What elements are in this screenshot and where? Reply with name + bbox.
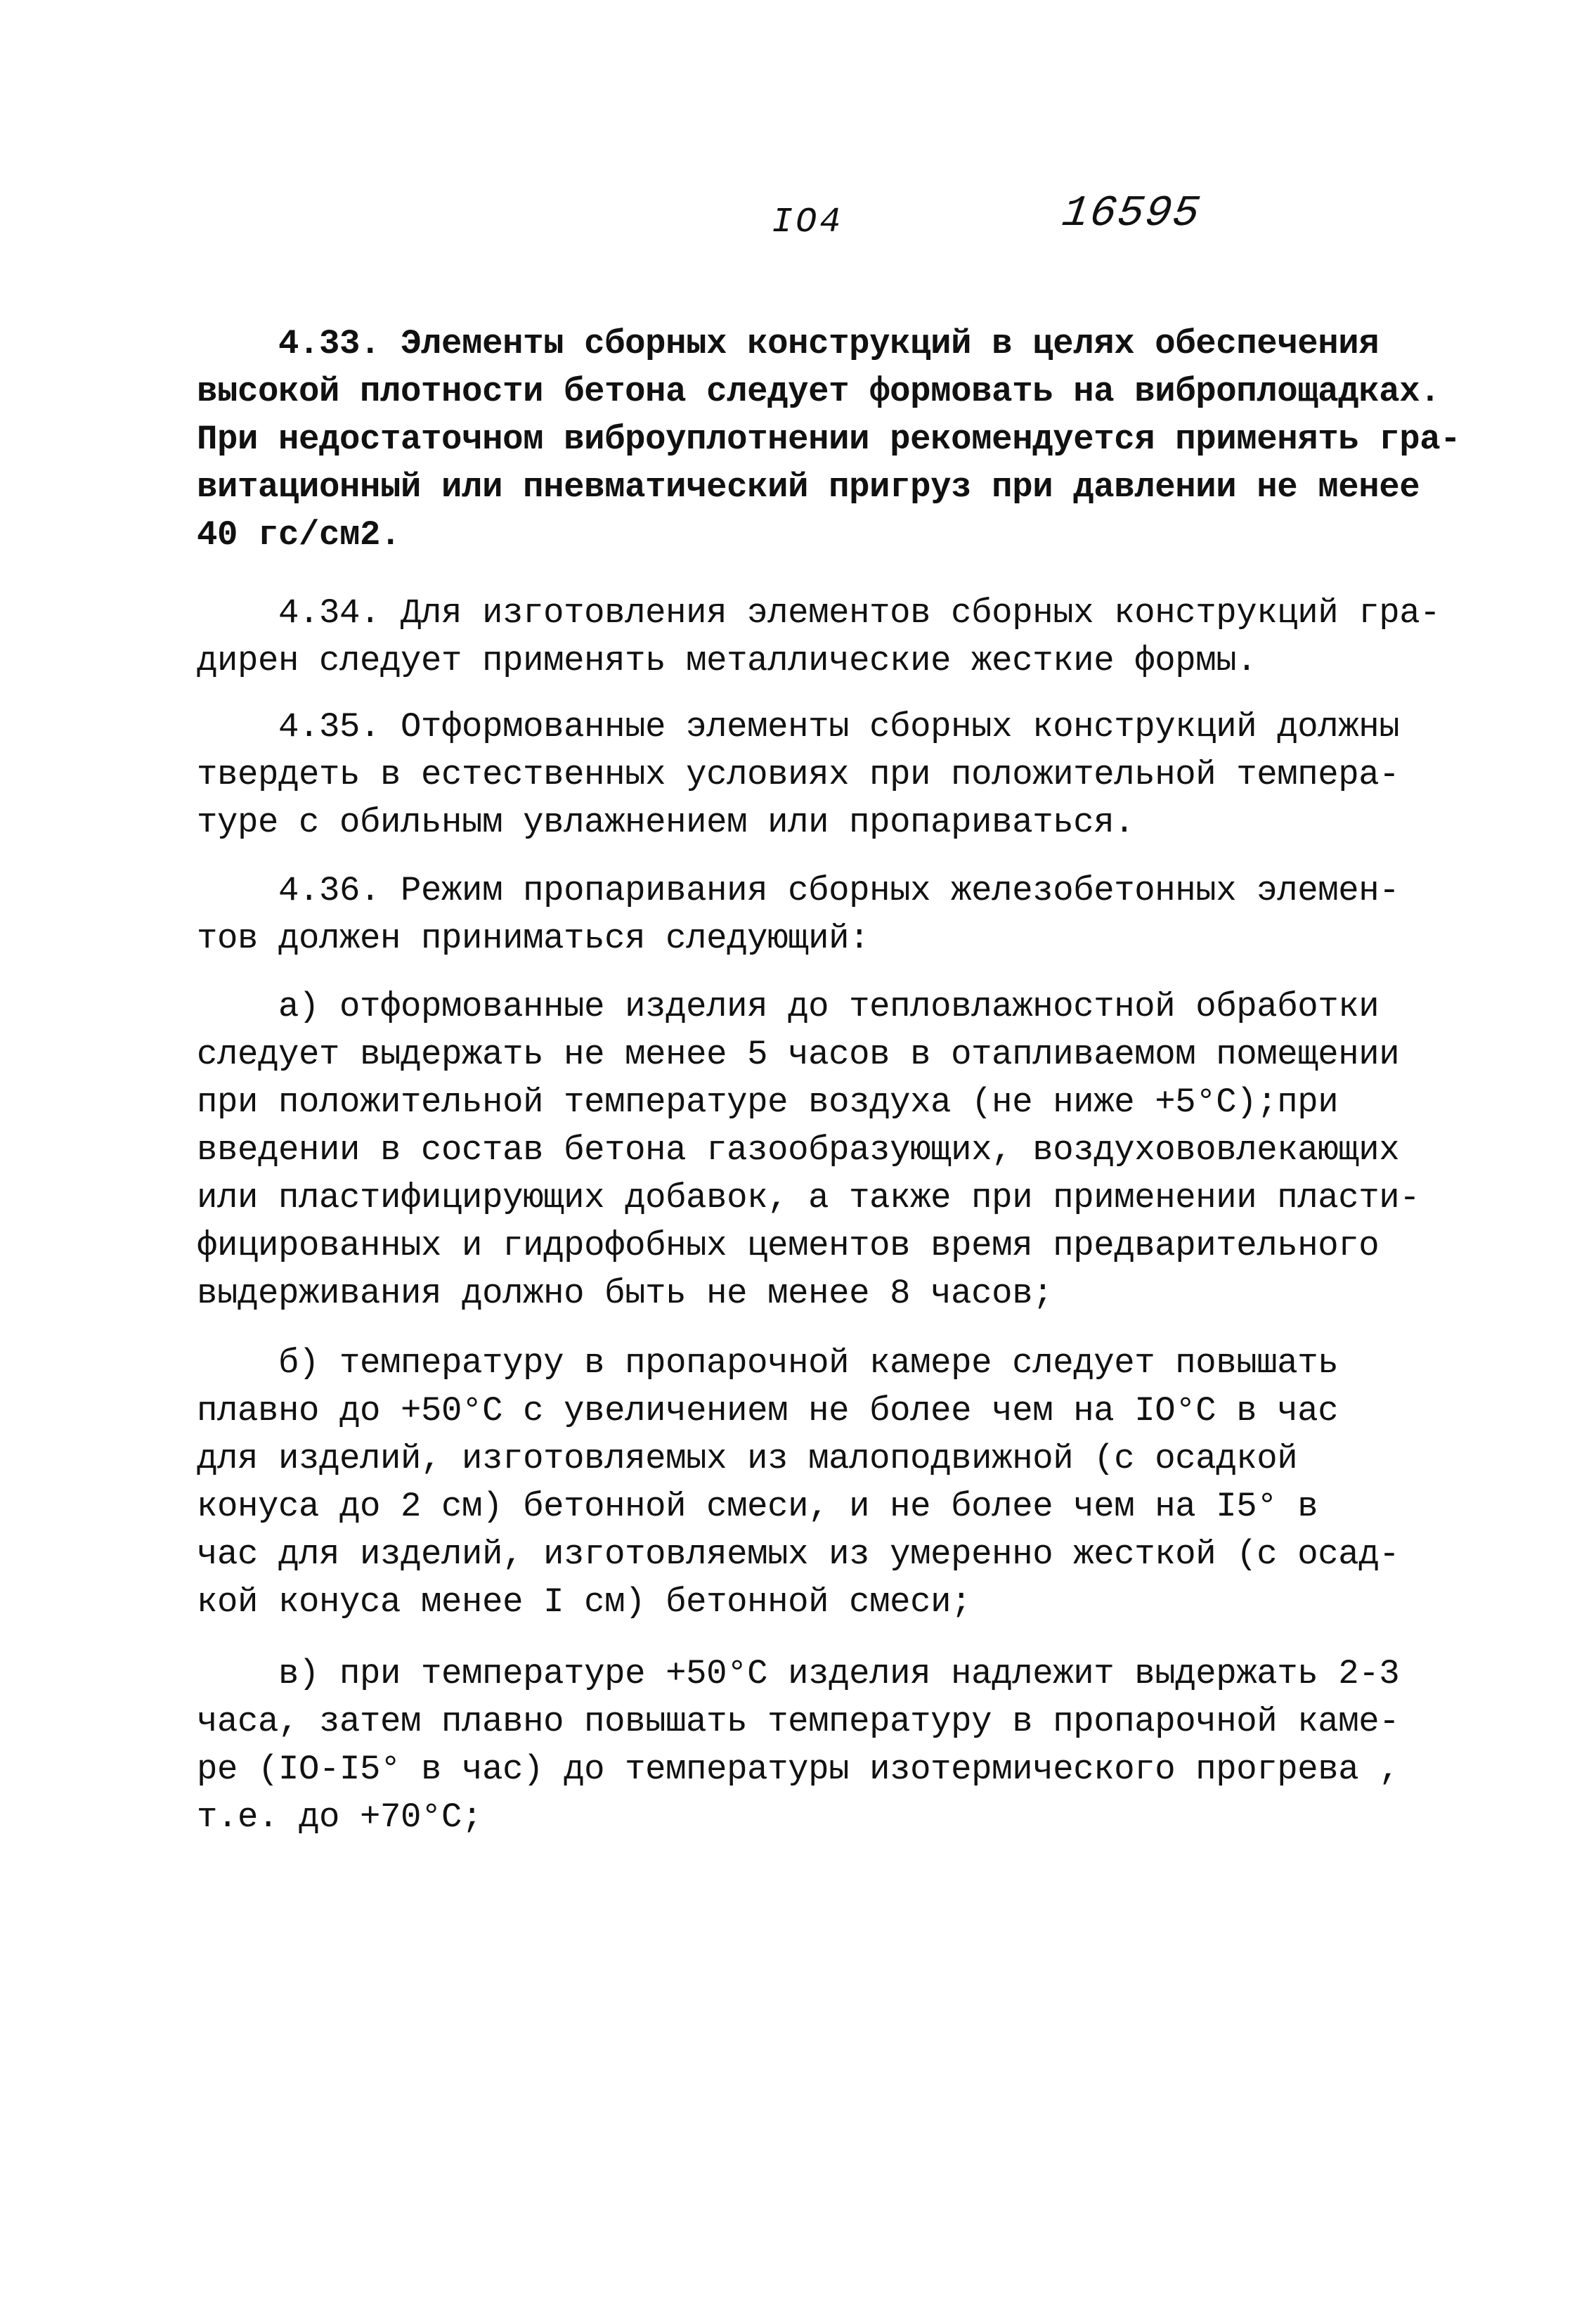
text-line: для изделий, изготовляемых из малоподвижной (с осадкой [197,1439,1298,1478]
text-line: в) при температуре +50°С изделия надлежит выдержать 2-3 [197,1654,1400,1693]
paragraph-item-a [197,983,1423,1317]
text-line: туре с обильным увлажнением или пропариваться. [197,803,1135,842]
text-line: высокой плотности бетона следует формовать на виброплощадках. [197,372,1441,411]
text-line: а) отформованные изделия до тепловлажностной обработки [197,987,1380,1026]
text-line: кой конуса менее I см) бетонной смеси; [197,1582,972,1622]
text-line: дирен следует применять металлические жесткие формы. [197,641,1257,680]
paragraph-item-b [197,1339,1423,1626]
text-line: выдерживания должно быть не менее 8 часов; [197,1274,1053,1313]
paragraph-4-35 [197,703,1423,846]
text-line: фицированных и гидрофобных цементов время предварительного [197,1226,1380,1265]
paragraph-item-v [197,1650,1423,1841]
text-line: при положительной температуре воздуха (не ниже +5°С);при [197,1083,1339,1122]
text-line: б) температуру в пропарочной камере следует повышать [197,1343,1339,1383]
text-line: тов должен приниматься следующий: [197,919,870,958]
text-line: следует выдержать не менее 5 часов в отапливаемом помещении [197,1035,1400,1074]
text-line: ре (IO-I5° в час) до температуры изотермического прогрева , [197,1750,1400,1789]
text-line: т.е. до +70°С; [197,1797,483,1837]
text-line: витационный или пневматический пригруз при давлении не менее [197,467,1420,507]
text-line: час для изделий, изготовляемых из умеренно жесткой (с осад- [197,1535,1400,1574]
text-line: плавно до +50°С с увеличением не более чем на IO°С в час [197,1391,1339,1431]
text-line: 4.33. Элементы сборных конструкций в целях обеспечения [197,324,1380,363]
text-line: часа, затем плавно повышать температуру в пропарочной каме- [197,1702,1400,1741]
text-line: При недостаточном виброуплотнении рекомендуется применять гра- [197,420,1461,459]
paragraph-4-36 [197,867,1423,962]
page-number: IO4 [772,202,844,243]
text-line: 4.35. Отформованные элементы сборных конструкций должны [197,707,1400,747]
document-number: 16595 [1059,188,1205,238]
paragraph-4-34 [197,589,1441,685]
text-line: 4.36. Режим пропаривания сборных железобетонных элемен- [197,871,1400,910]
text-line: 40 гс/см2. [197,515,401,555]
paragraph-4-33 [197,320,1461,559]
text-line: 4.34. Для изготовления элементов сборных конструкций гра- [197,593,1441,633]
text-line: введении в состав бетона газообразующих, воздухововлекающих [197,1130,1400,1170]
text-line: твердеть в естественных условиях при положительной темпера- [197,755,1400,794]
text-line: конуса до 2 см) бетонной смеси, и не более чем на I5° в [197,1487,1318,1526]
text-line: или пластифицирующих добавок, а также при применении пласти- [197,1178,1420,1218]
